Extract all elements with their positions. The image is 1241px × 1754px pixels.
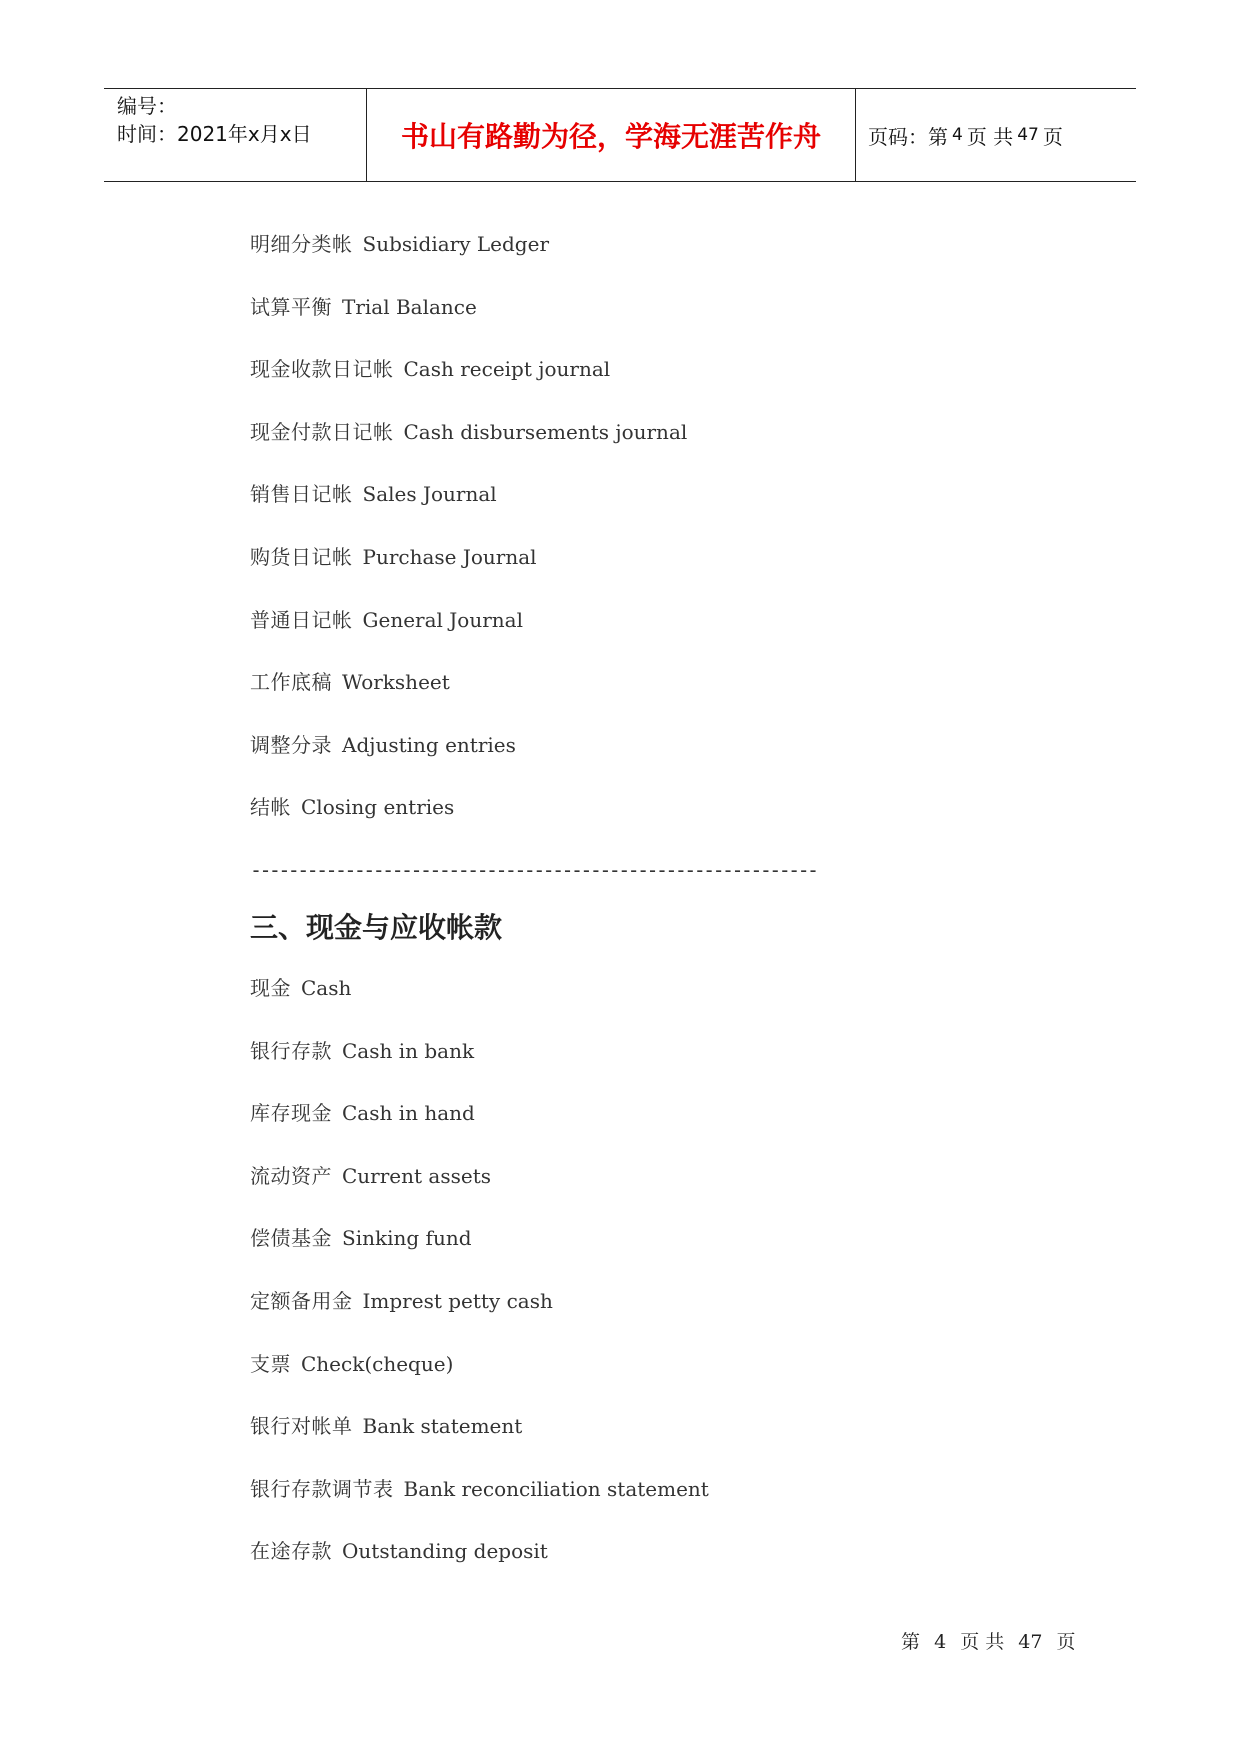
page-suffix: 页 [1042,124,1063,149]
term-chinese: 工作底稿 [250,670,332,695]
page-footer [901,1627,1084,1654]
term-english: Bank reconciliation statement [403,1476,709,1501]
term-english: Cash receipt journal [403,357,611,382]
term-chinese: 现金 [250,975,291,1000]
term-row [250,1287,1070,1350]
term-english: Current assets [342,1163,492,1188]
term-chinese: 定额备用金 [250,1288,353,1313]
term-list-ledgers [250,230,1070,856]
term-english: Cash in bank [342,1038,475,1063]
term-row [250,1475,1070,1538]
term-chinese: 调整分录 [250,732,332,757]
term-row [250,1412,1070,1475]
section-divider: ------------------------------------------------------------ [250,857,817,882]
term-row [250,731,1070,794]
term-row [250,606,1070,669]
footer-page-total: 47 [1018,1631,1043,1653]
term-chinese: 支票 [250,1351,291,1376]
term-english: Subsidiary Ledger [362,232,550,256]
term-chinese: 银行对帐单 [250,1414,353,1439]
term-list-cash [250,974,1070,1600]
term-row [250,793,1070,856]
term-english: Imprest petty cash [362,1288,553,1313]
term-chinese: 结帐 [250,795,291,820]
footer-mid: 页 共 [960,1631,1005,1653]
header-motto: 书山有路勤为径，学海无涯苦作舟 [367,89,856,181]
serial-label: 编号： [117,94,177,118]
header-meta [104,89,367,181]
term-chinese: 试算平衡 [250,294,332,319]
term-english: Trial Balance [342,294,477,319]
term-row [250,1224,1070,1287]
term-chinese: 偿债基金 [250,1226,332,1251]
term-english: Cash disbursements journal [403,419,688,444]
term-english: Closing entries [301,795,455,820]
header-page-info [856,89,1136,181]
page-prefix: 页码：第 [868,124,948,149]
page-header [104,88,1136,182]
term-chinese: 普通日记帐 [250,607,353,632]
term-english: Cash [301,975,352,1000]
term-row [250,1099,1070,1162]
term-chinese: 银行存款 [250,1038,332,1063]
term-chinese: 在途存款 [250,1539,332,1564]
term-row [250,1162,1070,1225]
term-english: Outstanding deposit [342,1539,548,1564]
term-row [250,418,1070,481]
footer-page-number: 4 [934,1631,947,1653]
term-chinese: 现金付款日记帐 [250,419,394,444]
term-english: Bank statement [362,1414,523,1439]
term-english: Adjusting entries [342,732,516,757]
term-english: Purchase Journal [362,544,537,569]
term-row [250,293,1070,356]
term-english: Sinking fund [342,1226,472,1251]
term-row [250,1037,1070,1100]
term-english: Cash in hand [342,1101,475,1126]
page-total: 47 [1017,125,1039,145]
page-number: 4 [952,125,963,145]
term-row [250,543,1070,606]
term-chinese: 现金收款日记帐 [250,357,394,382]
term-chinese: 银行存款调节表 [250,1476,394,1501]
footer-prefix: 第 [901,1631,921,1653]
term-chinese: 销售日记帐 [250,482,353,507]
time-label: 时间：2021年x月x日 [117,122,312,146]
term-english: Sales Journal [362,482,497,507]
document-body [250,230,1070,1600]
term-chinese: 明细分类帐 [250,232,353,256]
term-row [250,1537,1070,1600]
term-row [250,974,1070,1037]
term-chinese: 流动资产 [250,1163,332,1188]
term-row [250,230,1070,293]
footer-suffix: 页 [1056,1631,1076,1653]
term-chinese: 购货日记帐 [250,544,353,569]
term-row [250,668,1070,731]
section-heading: 三、现金与应收帐款 [250,910,503,944]
term-chinese: 库存现金 [250,1101,332,1126]
term-row [250,355,1070,418]
term-english: Worksheet [342,670,450,695]
term-english: General Journal [362,607,523,632]
term-row [250,480,1070,543]
term-english: Check(cheque) [301,1351,454,1376]
term-row [250,1350,1070,1413]
page-mid: 页 共 [966,124,1014,149]
